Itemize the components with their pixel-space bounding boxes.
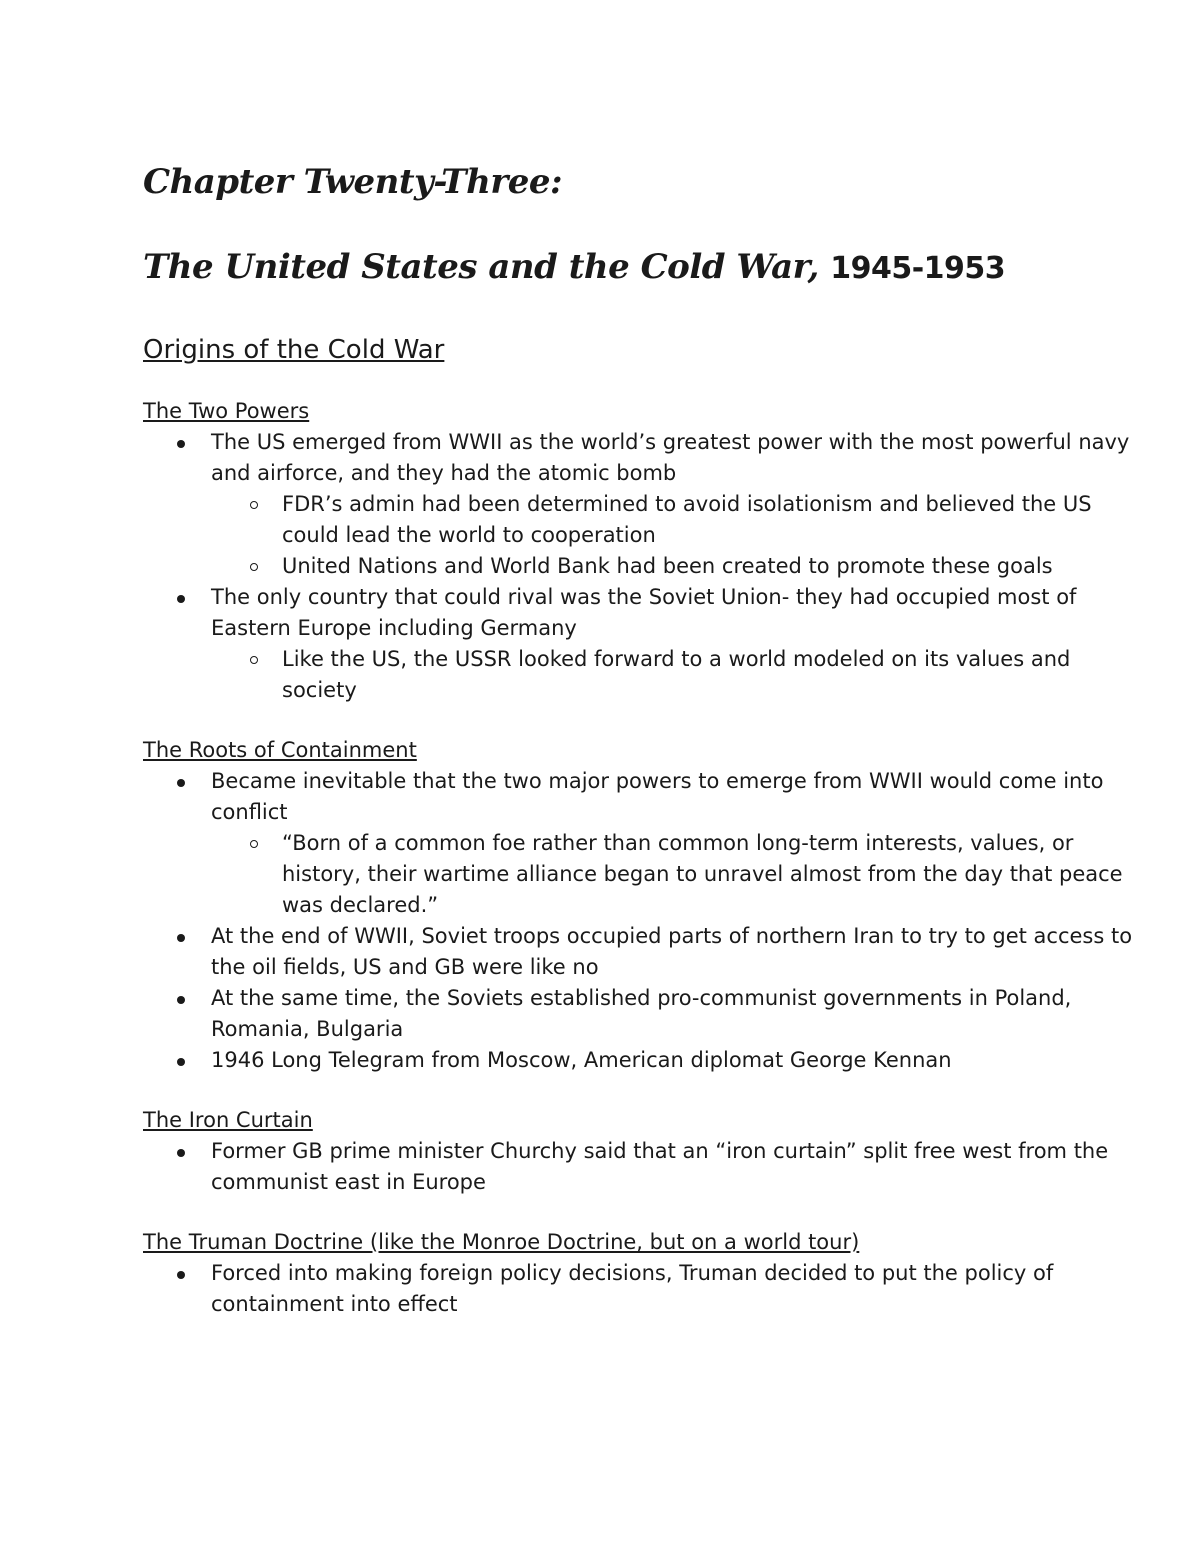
chapter-subtitle: [143, 247, 1005, 289]
sub-bullet-item: FDR’s admin had been determined to avoid isolationism and believed the US could lead the world to cooperation: [143, 489, 1143, 551]
chapter-years: 1945-1953: [830, 251, 1006, 286]
subsection-heading: The Iron Curtain: [143, 1108, 313, 1132]
section-gap: [143, 1076, 1143, 1105]
bullet-item: 1946 Long Telegram from Moscow, American diplomat George Kennan: [143, 1045, 1143, 1076]
section-heading: Origins of the Cold War: [143, 335, 445, 365]
bullet-item: At the end of WWII, Soviet troops occupied parts of northern Iran to try to get access to the oil fields, US and GB were like no: [143, 921, 1143, 983]
subsection-heading: The Truman Doctrine (like the Monroe Doctrine, but on a world tour): [143, 1230, 860, 1254]
bullet-item: Forced into making foreign policy decisions, Truman decided to put the policy of containment into effect: [143, 1258, 1143, 1320]
subsection-heading: The Roots of Containment: [143, 738, 417, 762]
bullet-list: [143, 1136, 1143, 1198]
bullet-item: Former GB prime minister Churchy said that an “iron curtain” split free west from the communist east in Europe: [143, 1136, 1143, 1198]
chapter-title: Chapter Twenty-Three:: [143, 162, 563, 202]
sub-bullet-item: Like the US, the USSR looked forward to a world modeled on its values and society: [143, 644, 1143, 706]
sub-bullet-item: “Born of a common foe rather than common long-term interests, values, or history, their wartime alliance began to unravel almost from the day that peace was declared.”: [143, 828, 1143, 921]
bullet-item: The US emerged from WWII as the world’s greatest power with the most powerful navy and airforce, and they had the atomic bomb: [143, 427, 1143, 489]
subsection-heading: The Two Powers: [143, 399, 310, 423]
sub-bullet-item: United Nations and World Bank had been created to promote these goals: [143, 551, 1143, 582]
bullet-item: Became inevitable that the two major powers to emerge from WWII would come into conflict: [143, 766, 1143, 828]
bullet-list: [143, 1258, 1143, 1320]
bullet-item: The only country that could rival was the Soviet Union- they had occupied most of Eastern Europe including Germany: [143, 582, 1143, 644]
bullet-list: [143, 766, 1143, 1076]
chapter-subtitle-text: The United States and the Cold War,: [143, 247, 819, 287]
bullet-item: At the same time, the Soviets established pro-communist governments in Poland, Romania, Bulgaria: [143, 983, 1143, 1045]
notes-content: [143, 396, 1143, 1320]
bullet-list: [143, 427, 1143, 706]
section-gap: [143, 1198, 1143, 1227]
section-gap: [143, 706, 1143, 735]
